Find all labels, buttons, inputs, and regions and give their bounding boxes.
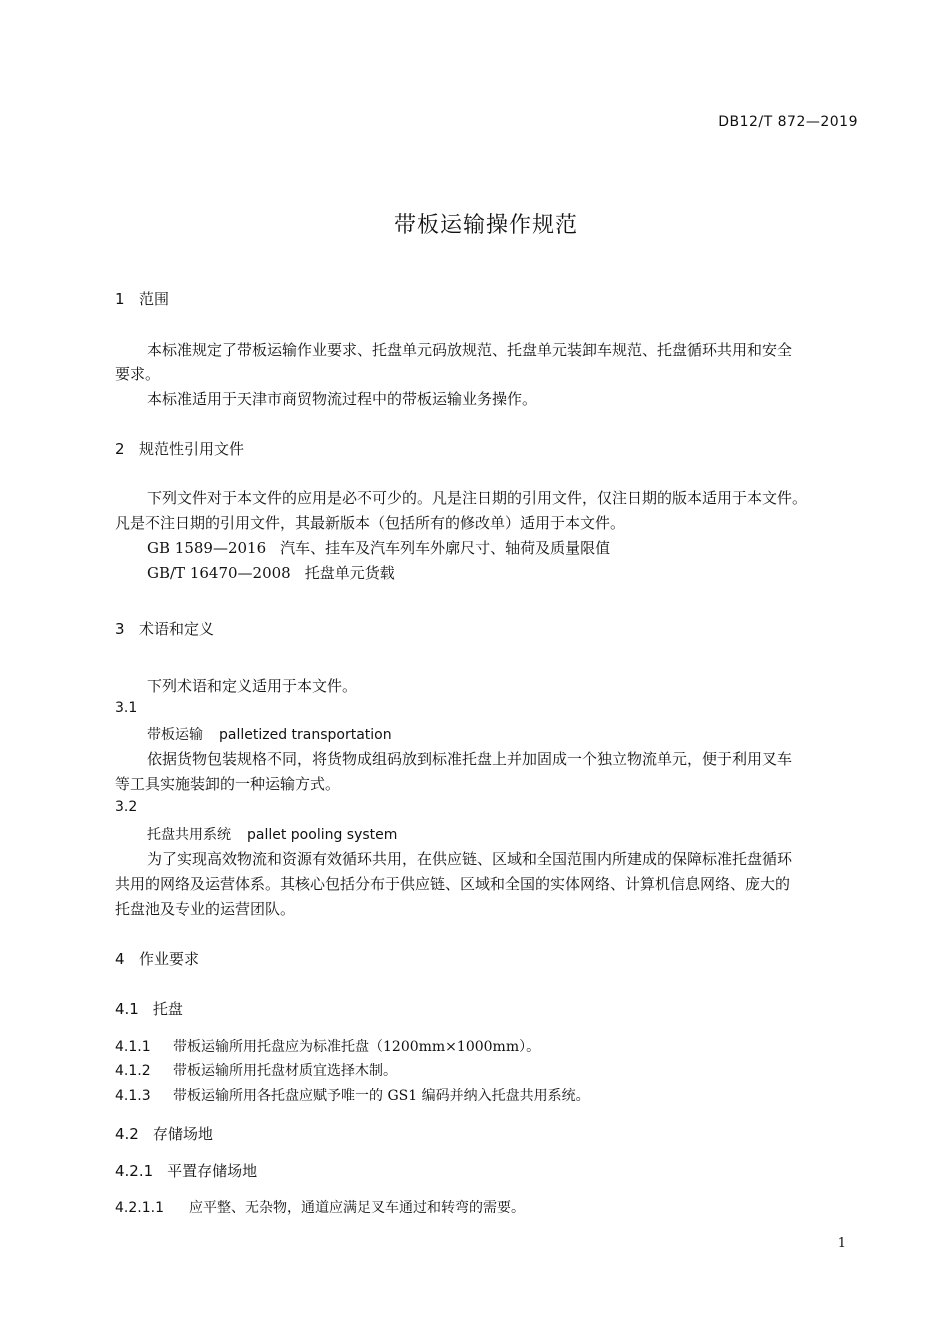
clause-number: 4.2.1.1 [115,1200,164,1216]
subsection-4-1-heading [115,998,183,1019]
term-definition: 为了实现高效物流和资源有效循环共用，在供应链、区域和全国范围内所建成的保障标准托盘循环 [147,850,793,868]
section-4-heading [115,948,199,969]
section-number: 1 [115,290,125,308]
page-number: 1 [837,1236,846,1251]
reference-title: 托盘单元货载 [304,564,395,582]
normative-reference [147,562,395,583]
section-number: 4 [115,950,125,968]
normative-reference [147,537,610,558]
clause-number: 4.1.2 [115,1063,151,1079]
clause-text: 带板运输所用各托盘应赋予唯一的 GS1 编码并纳入托盘共用系统。 [173,1088,590,1104]
term-definition: 共用的网络及运营体系。其核心包括分布于供应链、区域和全国的实体网络、计算机信息网络、庞大的 [115,875,791,893]
section-1-heading [115,288,169,309]
term-zh: 托盘共用系统 [147,827,231,843]
term-entry [147,724,392,744]
reference-code: GB 1589—2016 [147,539,267,557]
subsection-number: 4.1 [115,1000,139,1018]
section-3-heading [115,618,214,639]
clause-text: 应平整、无杂物，通道应满足叉车通过和转弯的需要。 [189,1200,525,1216]
term-en: pallet pooling system [247,827,398,843]
clause-number: 4.1.3 [115,1088,151,1104]
clause-text: 带板运输所用托盘材质宜选择木制。 [173,1063,397,1079]
subsection-title: 存储场地 [152,1125,213,1143]
term-definition: 等工具实施装卸的一种运输方式。 [115,775,341,793]
section-2-heading [115,438,244,459]
clause-text: 带板运输所用托盘应为标准托盘（1200mm×1000mm）。 [173,1039,541,1055]
subsection-number: 4.2.1 [115,1162,154,1180]
clause-number: 4.1.1 [115,1039,151,1055]
subsection-number: 4.2 [115,1125,139,1143]
clause-item [115,1197,525,1217]
clause-item [115,1085,590,1105]
paragraph: 本标准规定了带板运输作业要求、托盘单元码放规范、托盘单元装卸车规范、托盘循环共用和安全 [147,341,793,359]
section-title: 范围 [139,290,170,308]
subsection-title: 平置存储场地 [167,1162,258,1180]
document-code: DB12/T 872—2019 [718,114,858,130]
term-en: palletized transportation [219,727,392,743]
reference-title: 汽车、挂车及汽车列车外廓尺寸、轴荷及质量限值 [280,539,611,557]
term-entry [147,824,397,844]
section-title: 规范性引用文件 [139,440,245,458]
section-title: 作业要求 [139,950,200,968]
term-number: 3.1 [115,700,138,716]
section-number: 2 [115,440,125,458]
clause-item [115,1036,540,1056]
section-title: 术语和定义 [139,620,215,638]
paragraph: 下列术语和定义适用于本文件。 [147,677,358,695]
subsection-4-2-1-heading [115,1160,257,1181]
subsection-title: 托盘 [152,1000,183,1018]
term-number: 3.2 [115,799,138,815]
term-zh: 带板运输 [147,727,203,743]
clause-item [115,1060,397,1080]
paragraph: 本标准适用于天津市商贸物流过程中的带板运输业务操作。 [147,390,538,408]
subsection-4-2-heading [115,1123,213,1144]
term-definition: 托盘池及专业的运营团队。 [115,900,296,918]
reference-code: GB/T 16470—2008 [147,564,291,582]
paragraph: 要求。 [115,365,161,383]
term-definition: 依据货物包装规格不同，将货物成组码放到标准托盘上并加固成一个独立物流单元，便于利用叉车 [147,750,793,768]
page-title: 带板运输操作规范 [393,213,578,238]
section-number: 3 [115,620,125,638]
paragraph: 凡是不注日期的引用文件，其最新版本（包括所有的修改单）适用于本文件。 [115,514,626,532]
paragraph: 下列文件对于本文件的应用是必不可少的。凡是注日期的引用文件，仅注日期的版本适用于本文件。 [147,489,808,507]
